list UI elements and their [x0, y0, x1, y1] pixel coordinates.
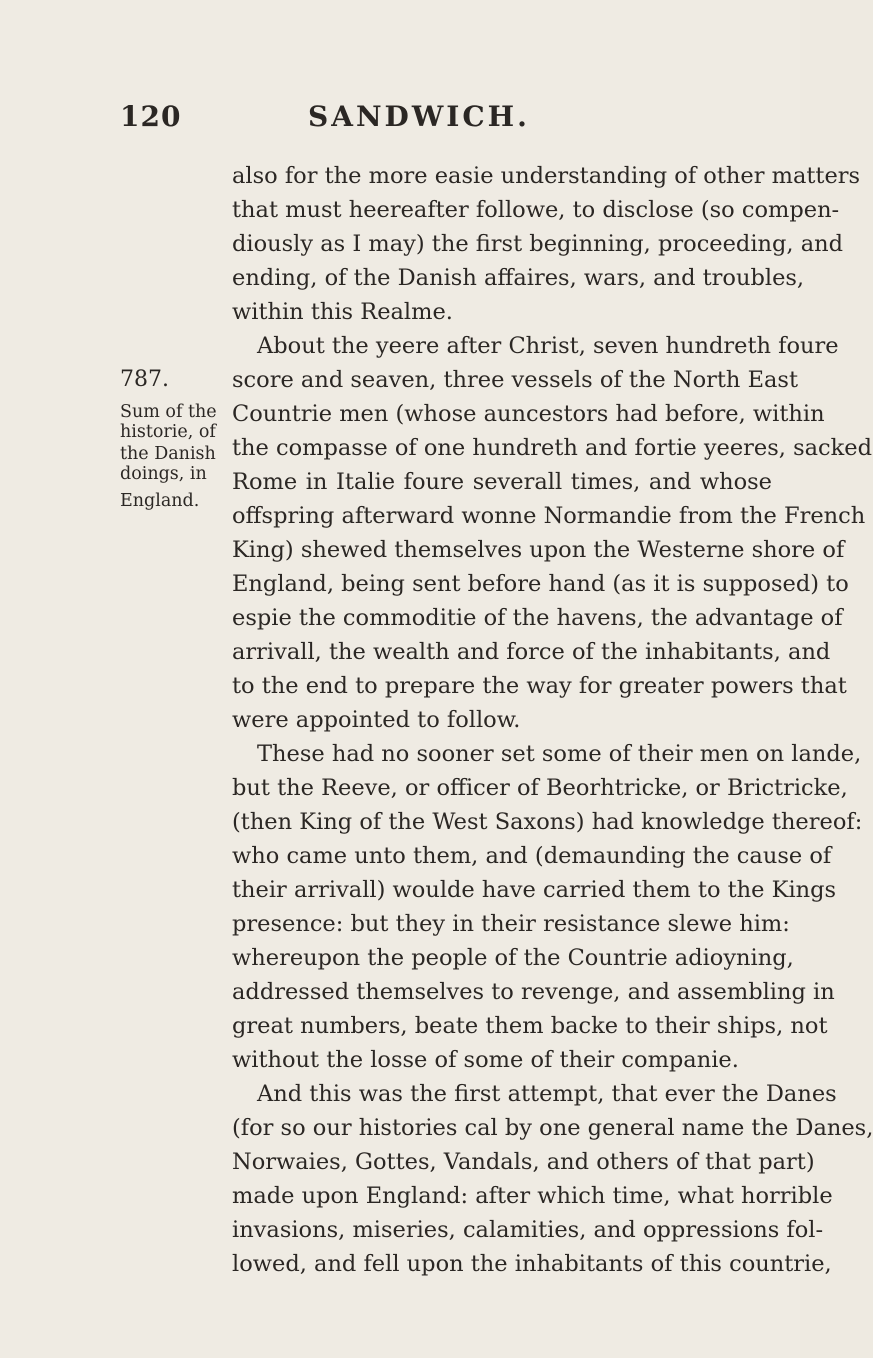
text-line: that must heereafter followe, to disclose (so compen-	[232, 197, 840, 223]
text-line: lowed, and fell upon the inhabitants of this countrie,	[232, 1251, 832, 1277]
text-line: England, being sent before hand (as it is supposed) to	[232, 571, 849, 597]
text-line: offspring afterward wonne Normandie from the French	[232, 503, 866, 529]
margin-line: England.	[120, 491, 200, 511]
text-line: score and seaven, three vessels of the North East	[232, 367, 799, 393]
text-line: And this was the first attempt, that ever the Danes	[257, 1081, 837, 1107]
margin-line: the Danish	[120, 444, 216, 464]
text-line: without the losse of some of their companie.	[232, 1047, 739, 1073]
text-line: (for so our histories cal by one general name the Danes,	[232, 1115, 873, 1141]
text-line: Countrie men (whose auncestors had before, within	[232, 401, 825, 427]
margin-line: historie, of	[120, 422, 216, 442]
text-line: ending, of the Danish affaires, wars, and troubles,	[232, 265, 805, 291]
text-line: made upon England: after which time, what horrible	[232, 1183, 833, 1209]
text-line: addressed themselves to revenge, and assembling in	[232, 979, 835, 1005]
text-line: diously as I may) the first beginning, proceeding, and	[232, 231, 844, 257]
margin-year: 787.	[120, 367, 169, 392]
running-title: SANDWICH.	[308, 100, 530, 133]
text-line: the compasse of one hundreth and fortie yeeres, sacked	[232, 435, 872, 461]
text-line: to the end to prepare the way for greater powers that	[232, 673, 847, 699]
text-line: arrivall, the wealth and force of the inhabitants, and	[232, 639, 831, 665]
text-line: also for the more easie understanding of other matters	[232, 163, 861, 189]
text-line: About the yeere after Christ, seven hundreth foure	[257, 333, 839, 359]
margin-line: Sum of the	[120, 402, 217, 422]
text-line: but the Reeve, or officer of Beorhtricke, or Brictricke,	[232, 775, 848, 801]
text-line: great numbers, beate them backe to their ships, not	[232, 1013, 828, 1039]
text-line: invasions, miseries, calamities, and oppressions fol-	[232, 1217, 824, 1243]
text-line: (then King of the West Saxons) had knowledge thereof:	[232, 809, 863, 835]
text-line: Rome in Italie foure severall times, and whose	[232, 469, 772, 495]
text-line: who came unto them, and (demaunding the cause of	[232, 843, 832, 869]
text-line: were appointed to follow.	[232, 707, 521, 733]
text-line: presence: but they in their resistance slewe him:	[232, 911, 790, 937]
text-line: whereupon the people of the Countrie adioyning,	[232, 945, 794, 971]
page-header	[0, 100, 800, 140]
text-line: within this Realme.	[232, 299, 453, 325]
margin-line: doings, in	[120, 464, 207, 484]
text-line: Norwaies, Gottes, Vandals, and others of that part)	[232, 1149, 815, 1175]
text-line: These had no sooner set some of their men on lande,	[257, 741, 862, 767]
text-line: their arrivall) woulde have carried them to the Kings	[232, 877, 837, 903]
text-line: espie the commoditie of the havens, the advantage of	[232, 605, 843, 631]
text-line: King) shewed themselves upon the Westerne shore of	[232, 537, 845, 563]
page-number: 120	[120, 100, 182, 133]
